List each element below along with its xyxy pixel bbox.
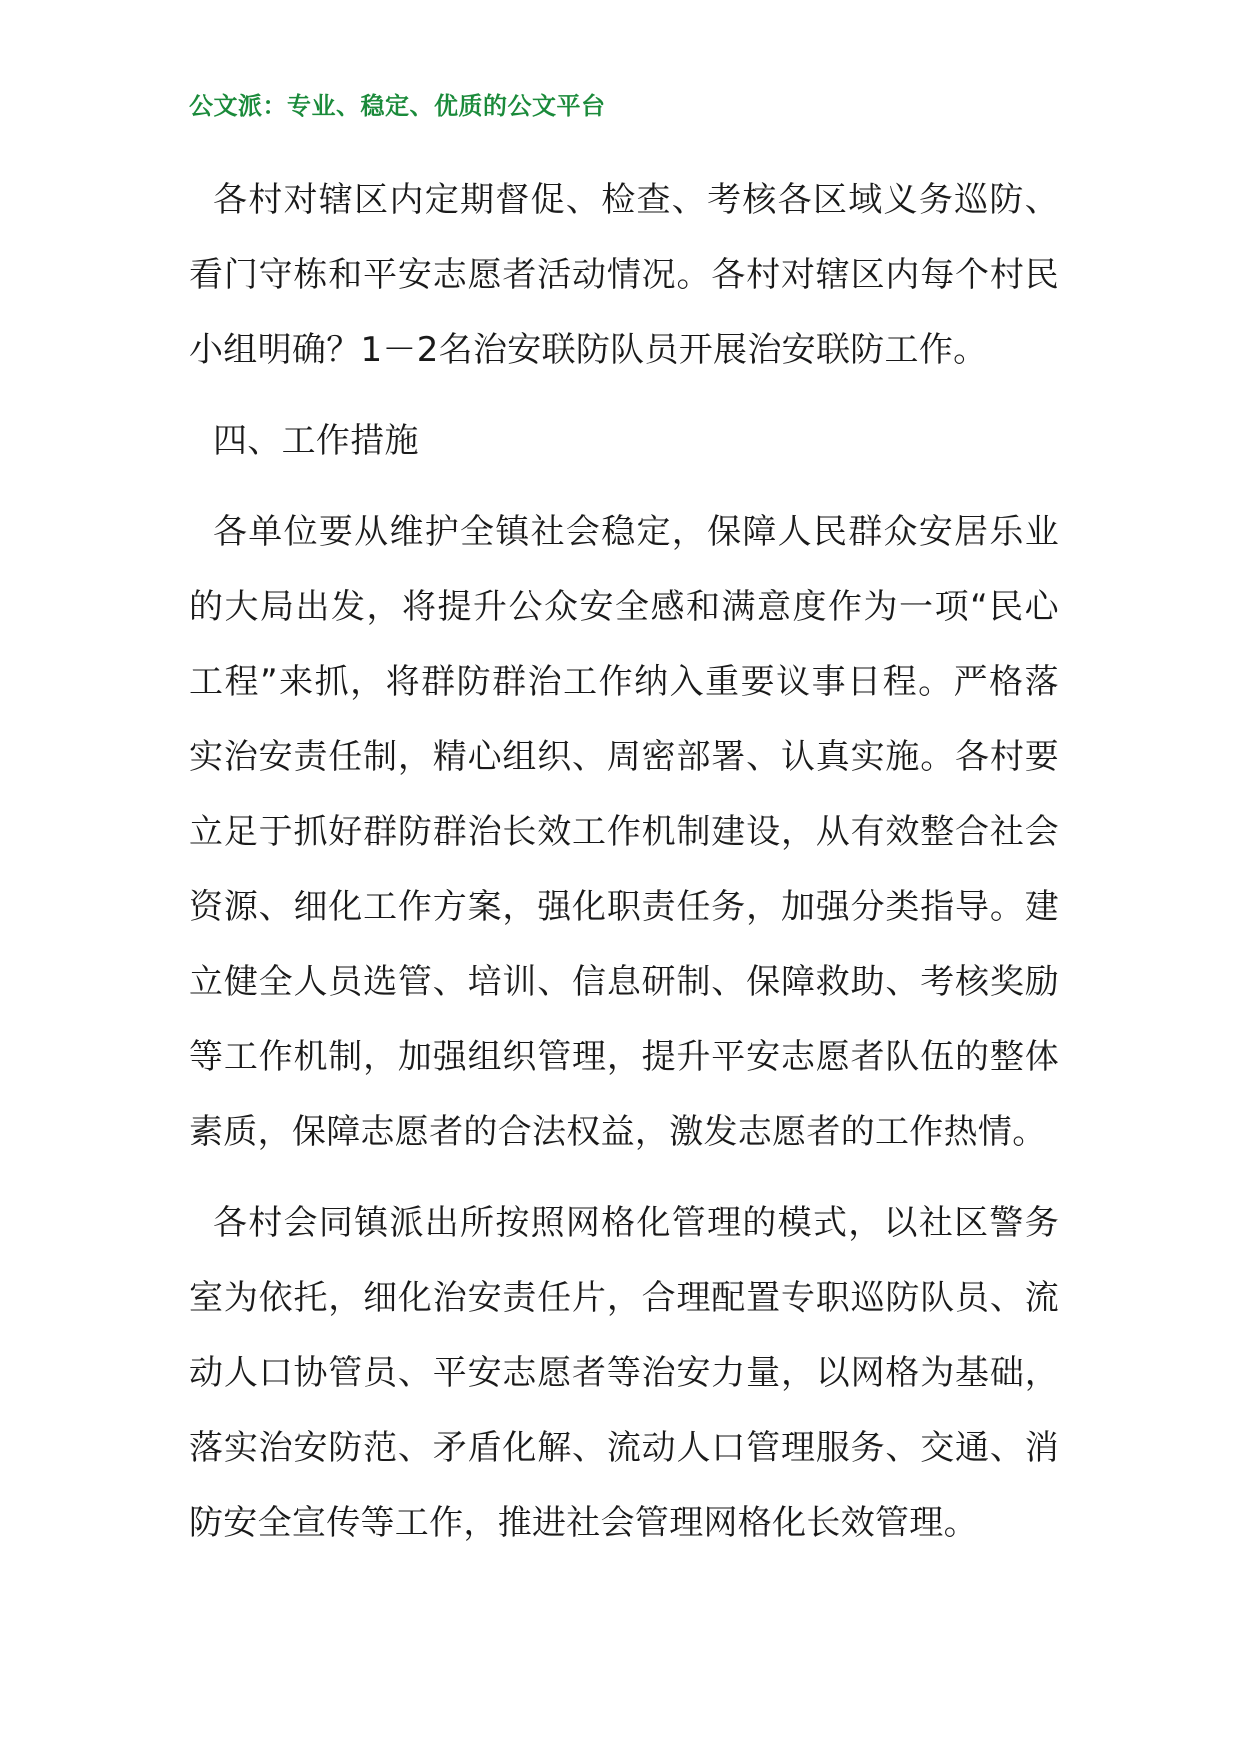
document-body	[189, 163, 1059, 1561]
site-header-title: 公文派：专业、稳定、优质的公文平台	[189, 92, 606, 120]
section-heading-work-measures: 四、工作措施	[213, 421, 419, 461]
paragraph-village-inspection: 各村对辖区内定期督促、检查、考核各区域义务巡防、看门守栋和平安志愿者活动情况。各村对辖区内每个村民小组明确？1－2名治安联防队员开展治安联防工作。	[189, 180, 1059, 370]
paragraph-grid-management: 各村会同镇派出所按照网格化管理的模式，以社区警务室为依托，细化治安责任片，合理配置专职巡防队员、流动人口协管员、平安志愿者等治安力量，以网格为基础，落实治安防范、矛盾化解、流动人口管理服务、交通、消防安全宣传等工作，推进社会管理网格化长效管理。	[189, 1203, 1059, 1543]
paragraph-unit-responsibilities: 各单位要从维护全镇社会稳定，保障人民群众安居乐业的大局出发，将提升公众安全感和满意度作为一项“民心工程”来抓，将群防群治工作纳入重要议事日程。严格落实治安责任制，精心组织、周密部署、认真实施。各村要立足于抓好群防群治长效工作机制建设，从有效整合社会资源、细化工作方案，强化职责任务，加强分类指导。建立健全人员选管、培训、信息研制、保障救助、考核奖励等工作机制，加强组织管理，提升平安志愿者队伍的整体素质，保障志愿者的合法权益，激发志愿者的工作热情。	[189, 512, 1059, 1152]
